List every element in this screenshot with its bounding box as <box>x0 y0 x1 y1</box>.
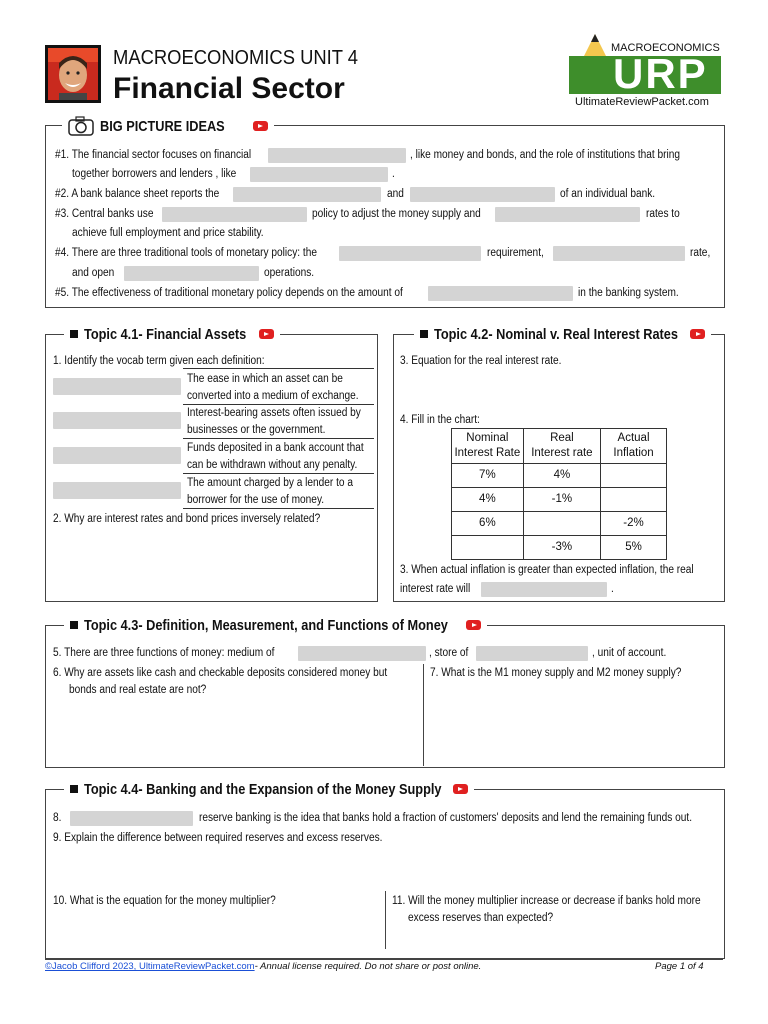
table-cell[interactable]: -3% <box>523 536 600 560</box>
youtube-icon[interactable] <box>259 329 274 339</box>
answer-blank[interactable] <box>250 167 388 182</box>
line-text: rate, <box>690 247 711 259</box>
topic-4-1-heading: Topic 4.1- Financial Assets <box>84 325 247 343</box>
answer-blank[interactable] <box>70 811 193 826</box>
line-text: in the banking system. <box>578 287 679 299</box>
question-11: excess reserves than expected? <box>408 912 554 924</box>
col-header: Inflation <box>613 447 654 459</box>
answer-blank[interactable] <box>476 646 588 661</box>
question-3: 3. Equation for the real interest rate. <box>400 355 562 367</box>
definition-text: Funds deposited in a bank account that <box>187 442 364 454</box>
youtube-icon[interactable] <box>453 784 468 794</box>
question-11: 11. Will the money multiplier increase or decrease if banks hold more <box>392 895 701 907</box>
definition-text: can be withdrawn without any penalty. <box>187 459 358 471</box>
topic-4-2-heading: Topic 4.2- Nominal v. Real Interest Rates <box>434 325 678 343</box>
logo-letters: URP <box>613 50 708 97</box>
camera-icon <box>68 116 94 136</box>
table-cell[interactable] <box>601 464 667 488</box>
answer-blank[interactable] <box>298 646 426 661</box>
question-1: 1. Identify the vocab term given each definition: <box>53 355 265 367</box>
question-3b: . <box>611 583 614 595</box>
youtube-icon[interactable] <box>253 121 268 131</box>
col-header: Interest rate <box>531 447 593 459</box>
line-text: #1. The financial sector focuses on financial <box>55 149 252 161</box>
question-8: reserve banking is the idea that banks hold a fraction of customers' deposits and lend the remaining funds out. <box>199 812 693 824</box>
question-5: , unit of account. <box>592 647 667 659</box>
line-text: of an individual bank. <box>560 188 656 200</box>
question-6: 6. Why are assets like cash and checkable deposits considered money but <box>53 667 388 679</box>
question-4: 4. Fill in the chart: <box>400 414 480 426</box>
table-cell[interactable]: 6% <box>452 512 524 536</box>
table-cell[interactable]: 7% <box>452 464 524 488</box>
vocab-blank[interactable] <box>53 482 181 499</box>
line-text: #3. Central banks use <box>55 208 154 220</box>
line-text: achieve full employment and price stability. <box>72 227 264 239</box>
line-text: requirement, <box>487 247 544 259</box>
answer-blank[interactable] <box>553 246 685 261</box>
line-text: operations. <box>264 267 315 279</box>
bullet-square-icon <box>420 330 428 338</box>
question-5: 5. There are three functions of money: medium of <box>53 647 275 659</box>
answer-blank[interactable] <box>495 207 640 222</box>
definition-text: converted into a medium of exchange. <box>187 390 359 402</box>
table-cell[interactable]: 4% <box>452 488 524 512</box>
footer <box>45 961 481 972</box>
table-cell[interactable] <box>601 488 667 512</box>
line-text: and <box>387 188 404 200</box>
question-8: 8. <box>53 812 62 824</box>
logo-url: UltimateReviewPacket.com <box>575 96 709 108</box>
unit-label: MACROECONOMICS UNIT 4 <box>113 47 359 69</box>
interest-rate-chart <box>451 428 667 560</box>
col-header: Actual <box>617 432 650 444</box>
definition-text: Interest-bearing assets often issued by <box>187 407 361 419</box>
vocab-blank[interactable] <box>53 447 181 464</box>
big-picture-heading: BIG PICTURE IDEAS <box>100 117 225 135</box>
answer-blank[interactable] <box>410 187 555 202</box>
page-title: Financial Sector <box>113 72 345 105</box>
table-cell[interactable]: 5% <box>601 536 667 560</box>
topic-4-3-heading: Topic 4.3- Definition, Measurement, and Functions of Money <box>84 616 448 634</box>
question-3b: interest rate will <box>400 583 471 595</box>
line-text: #5. The effectiveness of traditional monetary policy depends on the amount of <box>55 287 403 299</box>
answer-blank[interactable] <box>162 207 307 222</box>
footer-note: - Annual license required. Do not share or post online. <box>254 961 482 972</box>
line-text: #4. There are three traditional tools of monetary policy: the <box>55 247 317 259</box>
vocab-blank[interactable] <box>53 378 181 395</box>
question-10: 10. What is the equation for the money multiplier? <box>53 895 276 907</box>
table-cell[interactable]: -2% <box>601 512 667 536</box>
line-text: , like money and bonds, and the role of institutions that bring <box>410 149 681 161</box>
answer-blank[interactable] <box>481 582 607 597</box>
question-2: 2. Why are interest rates and bond prices inversely related? <box>53 513 321 525</box>
table-cell[interactable]: 4% <box>523 464 600 488</box>
table-cell[interactable]: -1% <box>523 488 600 512</box>
vocab-blank[interactable] <box>53 412 181 429</box>
answer-blank[interactable] <box>124 266 259 281</box>
question-5: , store of <box>429 647 469 659</box>
line-text: and open <box>72 267 115 279</box>
page-number: Page 1 of 4 <box>655 961 704 972</box>
bullet-square-icon <box>70 785 78 793</box>
answer-blank[interactable] <box>233 187 381 202</box>
question-9: 9. Explain the difference between required reserves and excess reserves. <box>53 832 383 844</box>
line-text: rates to <box>646 208 680 220</box>
logo-top-text: MACROECONOMICS <box>611 42 720 54</box>
table-cell[interactable] <box>523 512 600 536</box>
col-header: Interest Rate <box>454 447 521 459</box>
bullet-square-icon <box>70 621 78 629</box>
bullet-square-icon <box>70 330 78 338</box>
line-text: . <box>392 168 395 180</box>
question-7: 7. What is the M1 money supply and M2 money supply? <box>430 667 682 679</box>
line-text: policy to adjust the money supply and <box>312 208 481 220</box>
author-photo <box>45 45 101 103</box>
col-header: Nominal <box>466 432 509 444</box>
definition-text: The amount charged by a lender to a <box>187 477 353 489</box>
definition-text: borrower for the use of money. <box>187 494 325 506</box>
answer-blank[interactable] <box>268 148 406 163</box>
line-text: #2. A bank balance sheet reports the <box>55 188 220 200</box>
urp-logo <box>565 34 725 114</box>
footer-link[interactable]: ©Jacob Clifford 2023, UltimateReviewPacket.com <box>45 961 255 972</box>
definition-text: businesses or the government. <box>187 424 326 436</box>
definition-text: The ease in which an asset can be <box>187 373 343 385</box>
topic-4-4-heading: Topic 4.4- Banking and the Expansion of the Money Supply <box>84 780 442 798</box>
col-header: Real <box>550 432 574 444</box>
line-text: together borrowers and lenders , like <box>72 168 237 180</box>
answer-blank[interactable] <box>339 246 481 261</box>
youtube-icon[interactable] <box>690 329 705 339</box>
table-cell[interactable] <box>452 536 524 560</box>
question-6: bonds and real estate are not? <box>69 684 207 696</box>
question-3b: 3. When actual inflation is greater than expected inflation, the real <box>400 564 694 576</box>
youtube-icon[interactable] <box>466 620 481 630</box>
answer-blank[interactable] <box>428 286 573 301</box>
